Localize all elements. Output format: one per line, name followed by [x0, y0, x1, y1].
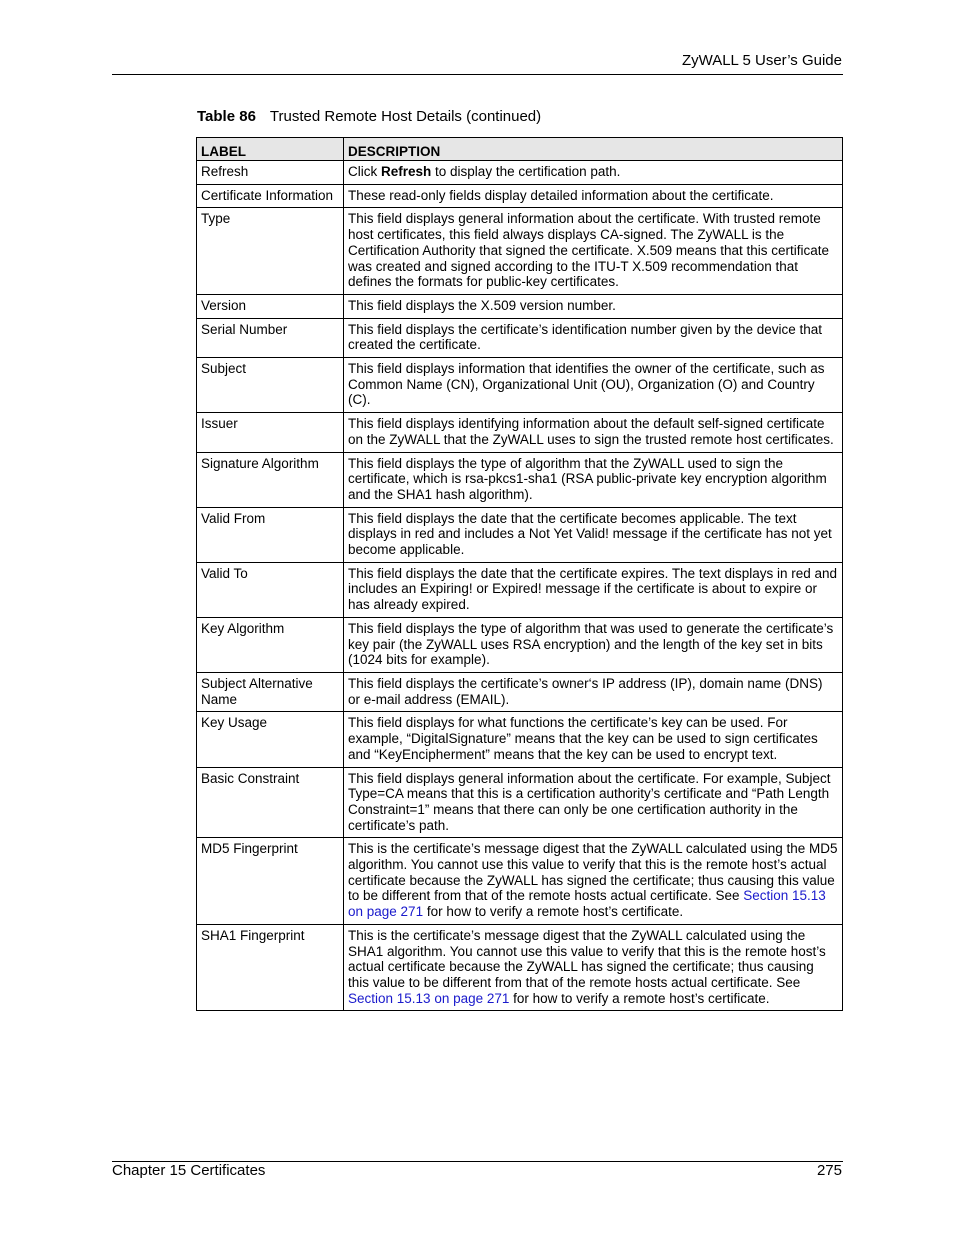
table-row [197, 838, 843, 925]
table-row [197, 318, 843, 357]
description-text: These read-only fields display detailed information about the certificate. [348, 187, 774, 203]
row-description [344, 838, 843, 925]
running-header-title: ZyWALL 5 User’s Guide [681, 52, 842, 69]
table-row [197, 294, 843, 318]
row-label: Basic Constraint [197, 767, 344, 838]
description-text: This field displays information that identifies the owner of the certificate, such as Common Name (CN), Organizational Unit (OU), Organization (O) and Country (C). [348, 361, 825, 408]
table-number: Table 86 [197, 108, 256, 125]
row-description [344, 184, 843, 208]
description-text: This field displays general information about the certificate. With trusted remote host certificates, this field always displays CA-signed. The ZyWALL is the Certification Authority that signed the certificate. X.509 means that this certificate was created and signed according to the ITU-T X.509 recommendation that defines the formats for public-key certificates. [348, 211, 829, 290]
column-header-label: LABEL [197, 138, 344, 161]
row-description [344, 318, 843, 357]
row-description [344, 507, 843, 562]
description-text: for how to verify a remote host’s certificate. [423, 904, 684, 920]
description-text: to display the certification path. [431, 164, 621, 179]
table-row [197, 184, 843, 208]
row-description [344, 617, 843, 672]
table-row [197, 672, 843, 711]
description-text: This field displays the certificate’s identification number given by the device that created the certificate. [348, 321, 823, 353]
row-description [344, 413, 843, 452]
row-description [344, 767, 843, 838]
row-description [344, 208, 843, 295]
row-description [344, 672, 843, 711]
description-text: This field displays the type of algorithm that was used to generate the certificate’s key pair (the ZyWALL uses RSA encryption) and the length of the key set in bits (1024 bits for example). [348, 620, 834, 668]
row-label: Issuer [197, 413, 344, 452]
description-text: This field displays the X.509 version number. [348, 297, 616, 313]
row-label: Subject [197, 358, 344, 413]
description-text: This is the certificate’s message digest that the ZyWALL calculated using the MD5 algorithm. You cannot use this value to verify that this is the remote host’s actual certificate because the ZyWALL has signed the certificate; thus causing this value to be different from that of the remote hosts actual certificate. See [348, 841, 838, 904]
table-caption [197, 108, 541, 125]
row-label: MD5 Fingerprint [197, 838, 344, 925]
table-row [197, 161, 843, 185]
table-title: Trusted Remote Host Details (continued) [269, 108, 542, 125]
row-label: Key Algorithm [197, 617, 344, 672]
row-label: Version [197, 294, 344, 318]
row-label: Type [197, 208, 344, 295]
row-label: Signature Algorithm [197, 452, 344, 507]
description-text: This field displays the certificate’s owner‘s IP address (IP), domain name (DNS) or e-mail address (EMAIL). [348, 675, 823, 707]
description-bold-term: Refresh [381, 164, 432, 179]
table-row [197, 767, 843, 838]
row-label: SHA1 Fingerprint [197, 924, 344, 1011]
row-description [344, 161, 843, 185]
row-description [344, 452, 843, 507]
row-description [344, 358, 843, 413]
row-description [344, 924, 843, 1011]
row-label: Valid From [197, 507, 344, 562]
table-row [197, 924, 843, 1011]
table-row [197, 452, 843, 507]
section-link[interactable]: Section 15.13 on page 271 [348, 990, 510, 1006]
description-text: This field displays for what functions the certificate’s key can be used. For example, “DigitalSignature” means that the key can be used to sign certificates and “KeyEncipherment” means that the key can be used to encrypt text. [348, 715, 818, 762]
table-body [197, 161, 843, 1011]
description-text: This field displays the date that the certificate expires. The text displays in red and includes an Expiring! or Expired! message if the certificate is about to expire or has already expired. [348, 565, 838, 613]
header-rule [112, 74, 843, 75]
page-number: 275 [816, 1162, 842, 1179]
details-table [196, 137, 843, 1011]
row-label: Certificate Information [197, 184, 344, 208]
table-row [197, 358, 843, 413]
description-text: This field displays the type of algorithm that the ZyWALL used to sign the certificate, which is rsa-pkcs1-sha1 (RSA public-private key encryption algorithm and the SHA1 hash algorithm). [348, 455, 827, 502]
table-row [197, 712, 843, 767]
description-text: for how to verify a remote host’s certificate. [509, 990, 770, 1006]
table-row [197, 562, 843, 617]
footer-chapter: Chapter 15 Certificates [112, 1162, 266, 1179]
table-row [197, 617, 843, 672]
row-label: Key Usage [197, 712, 344, 767]
description-text: This field displays general information about the certificate. For example, Subject Type=CA means that this is a certification authority’s certificate and “Path Length Constraint=1” means that there can only be one certification authority in the certificate’s path. [348, 770, 831, 833]
row-label: Refresh [197, 161, 344, 185]
table-row [197, 507, 843, 562]
row-description [344, 712, 843, 767]
description-text: This is the certificate’s message digest that the ZyWALL calculated using the SHA1 algorithm. You cannot use this value to verify that this is the remote host’s actual certificate because the ZyWALL has signed the certificate; thus causing this value to be different from that of the remote hosts actual certificate. See [348, 927, 826, 990]
table-row [197, 413, 843, 452]
description-text: This field displays identifying information about the default self-signed certificate on the ZyWALL that the ZyWALL uses to sign the trusted remote host certificates. [348, 416, 834, 447]
row-label: Subject Alternative Name [197, 672, 344, 711]
table-header-row [197, 138, 843, 161]
description-text: This field displays the date that the certificate becomes applicable. The text displays in red and includes a Not Yet Valid! message if the certificate has not yet become applicable. [348, 510, 832, 558]
table-row [197, 208, 843, 295]
row-description [344, 562, 843, 617]
column-header-description: DESCRIPTION [344, 138, 843, 161]
row-description [344, 294, 843, 318]
description-text: Click [348, 164, 381, 179]
row-label: Valid To [197, 562, 344, 617]
row-label: Serial Number [197, 318, 344, 357]
section-link[interactable]: Section 15.13 on page 271 [348, 888, 826, 920]
